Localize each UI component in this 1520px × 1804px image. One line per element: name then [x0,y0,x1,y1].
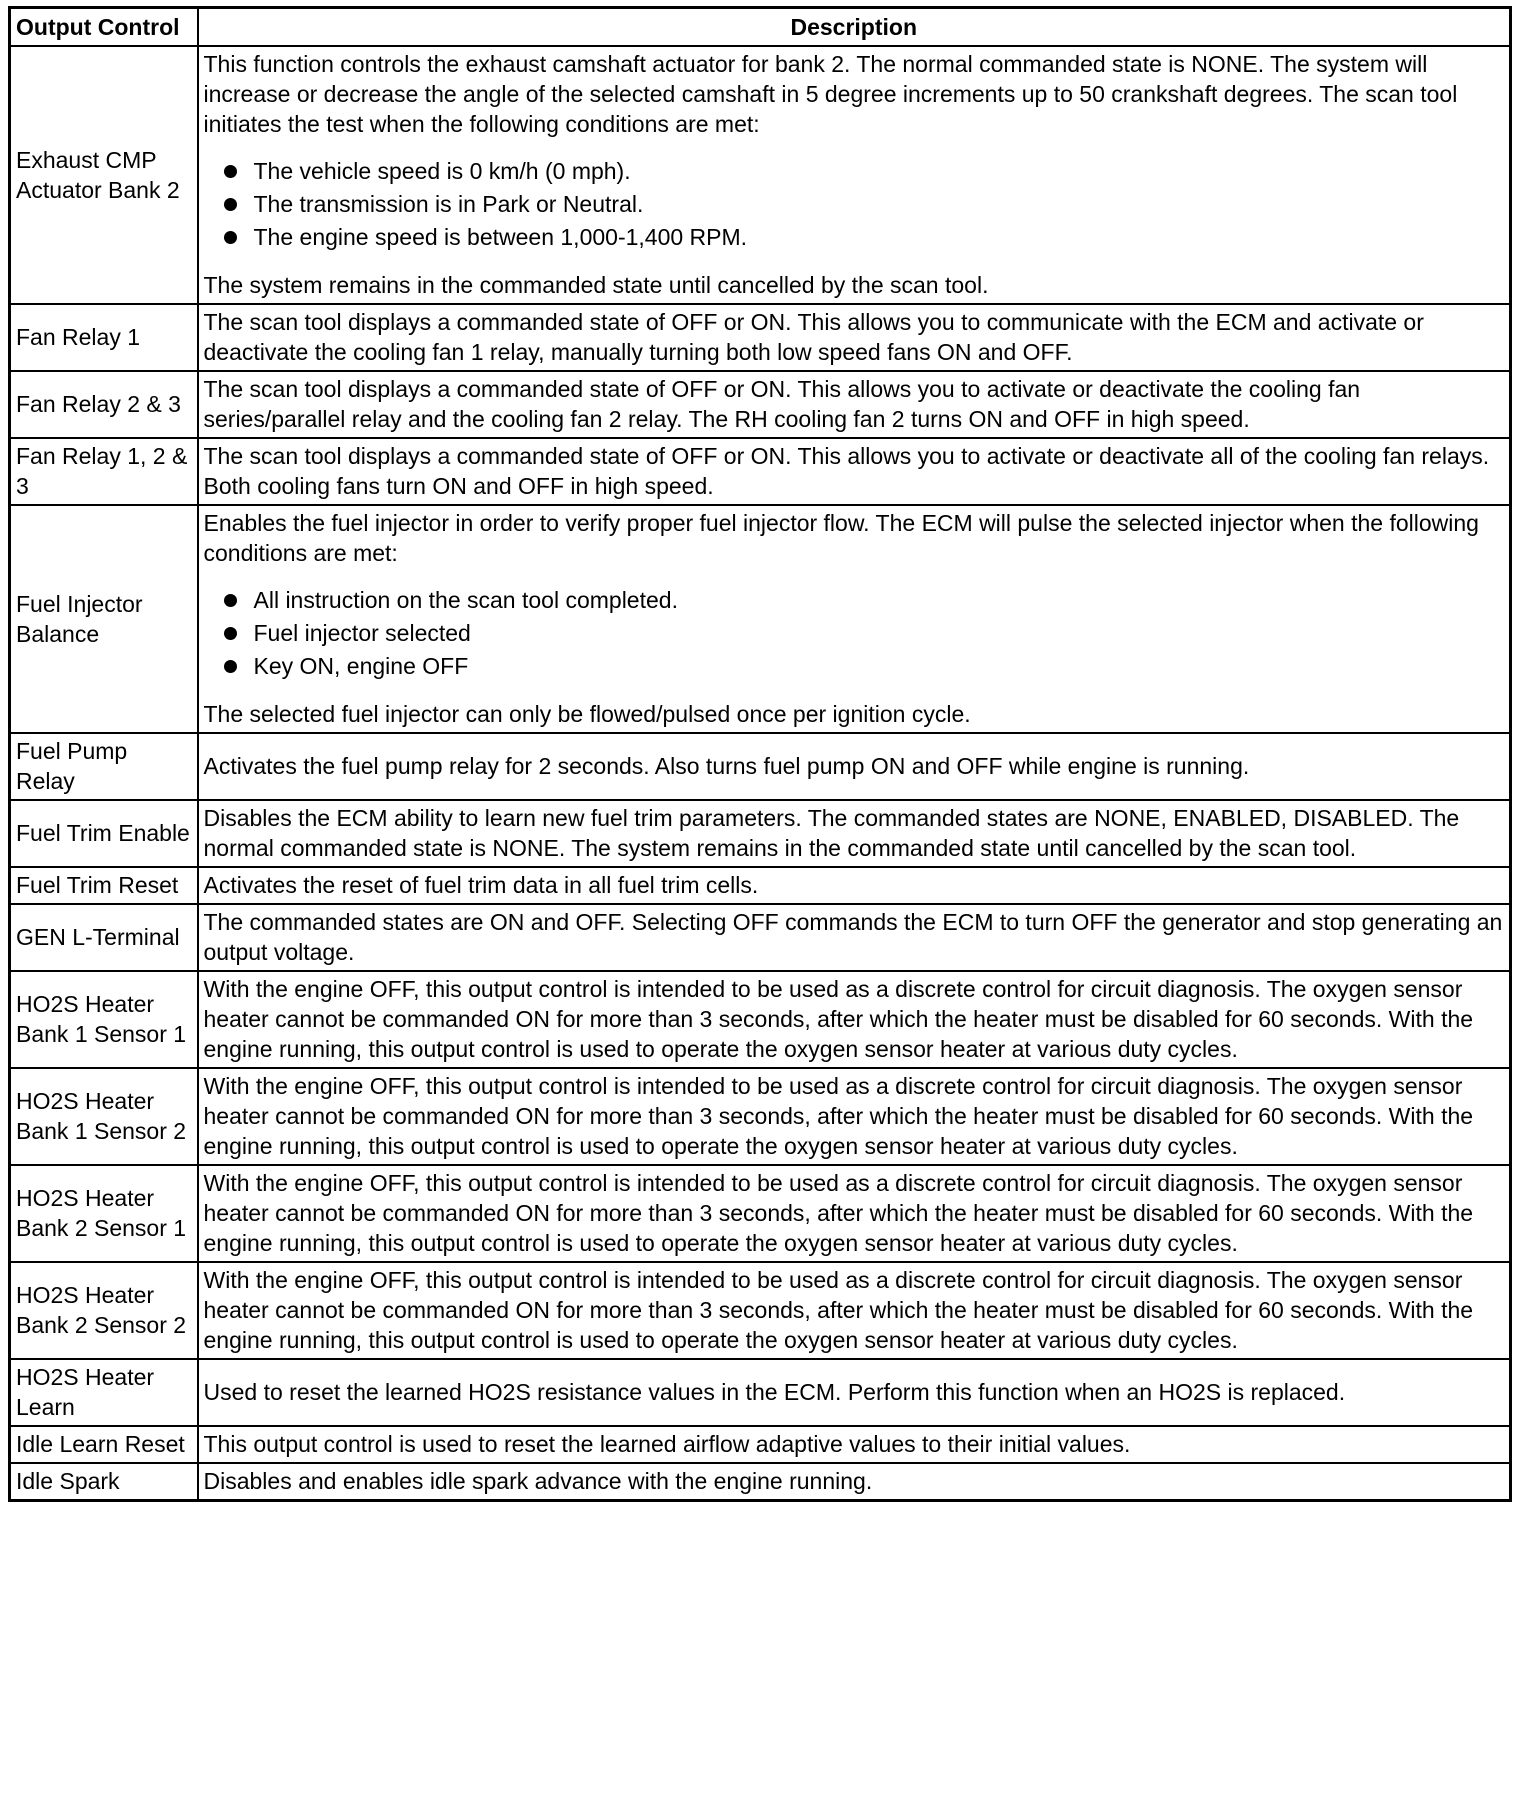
output-control-name: Fan Relay 1, 2 & 3 [10,438,198,505]
table-row [10,371,1511,438]
header-row [10,8,1511,47]
output-control-name: Idle Spark [10,1463,198,1501]
output-control-name: Fan Relay 2 & 3 [10,371,198,438]
list-item [204,650,1505,683]
output-control-name: Fuel Trim Reset [10,867,198,904]
output-control-name: Fuel Pump Relay [10,733,198,800]
list-item [204,221,1505,254]
column-header-output-control: Output Control [10,8,198,47]
bullet-icon [224,198,237,211]
table-row [10,904,1511,971]
description-cell: Disables the ECM ability to learn new fuel trim parameters. The commanded states are NONE, ENABLED, DISABLED. The normal commanded state is NONE. The system remains in the commanded state until cancelled by the scan tool. [198,800,1511,867]
description-cell: With the engine OFF, this output control is intended to be used as a discrete control for circuit diagnosis. The oxygen sensor heater cannot be commanded ON for more than 3 seconds, after which the heater must be disabled for 60 seconds. With the engine running, this output control is used to operate the oxygen sensor heater at various duty cycles. [198,1068,1511,1165]
output-control-name: Exhaust CMP Actuator Bank 2 [10,46,198,304]
description-cell: Activates the fuel pump relay for 2 seconds. Also turns fuel pump ON and OFF while engine is running. [198,733,1511,800]
table-row [10,1262,1511,1359]
list-item [204,617,1505,650]
description-cell: With the engine OFF, this output control is intended to be used as a discrete control for circuit diagnosis. The oxygen sensor heater cannot be commanded ON for more than 3 seconds, after which the heater must be disabled for 60 seconds. With the engine running, this output control is used to operate the oxygen sensor heater at various duty cycles. [198,1262,1511,1359]
description-cell: Used to reset the learned HO2S resistance values in the ECM. Perform this function when an HO2S is replaced. [198,1359,1511,1426]
description-outro: The selected fuel injector can only be flowed/pulsed once per ignition cycle. [203,701,971,727]
table-row [10,971,1511,1068]
output-control-name: Fuel Injector Balance [10,505,198,733]
list-item-text: The engine speed is between 1,000-1,400 RPM. [253,224,748,250]
output-control-name: Fan Relay 1 [10,304,198,371]
document-page [8,6,1509,1502]
list-item-text: The vehicle speed is 0 km/h (0 mph). [253,158,631,184]
table-row [10,800,1511,867]
table-row [10,438,1511,505]
description-cell [198,46,1511,304]
description-cell: Activates the reset of fuel trim data in all fuel trim cells. [198,867,1511,904]
list-item-text: The transmission is in Park or Neutral. [253,191,644,217]
table-row [10,1359,1511,1426]
list-item [204,188,1505,221]
output-control-name: HO2S Heater Bank 2 Sensor 2 [10,1262,198,1359]
output-control-name: GEN L-Terminal [10,904,198,971]
description-cell: With the engine OFF, this output control is intended to be used as a discrete control for circuit diagnosis. The oxygen sensor heater cannot be commanded ON for more than 3 seconds, after which the heater must be disabled for 60 seconds. With the engine running, this output control is used to operate the oxygen sensor heater at various duty cycles. [198,1165,1511,1262]
condition-list [204,584,1505,683]
table-row [10,1426,1511,1463]
output-control-name: HO2S Heater Bank 1 Sensor 1 [10,971,198,1068]
bullet-icon [224,627,237,640]
table-row [10,46,1511,304]
bullet-icon [224,594,237,607]
description-cell: The commanded states are ON and OFF. Selecting OFF commands the ECM to turn OFF the generator and stop generating an output voltage. [198,904,1511,971]
bullet-icon [224,231,237,244]
output-control-name: HO2S Heater Learn [10,1359,198,1426]
list-item-text: Fuel injector selected [253,620,471,646]
table-row [10,304,1511,371]
condition-list [204,155,1505,254]
output-control-name: Fuel Trim Enable [10,800,198,867]
bullet-icon [224,165,237,178]
output-control-name: HO2S Heater Bank 1 Sensor 2 [10,1068,198,1165]
description-intro: This function controls the exhaust camshaft actuator for bank 2. The normal commanded state is NONE. The system will increase or decrease the angle of the selected camshaft in 5 degree increments up to 50 crankshaft degrees. The scan tool initiates the test when the following conditions are met: [203,51,1458,137]
table-header [10,8,1511,47]
description-cell: The scan tool displays a commanded state of OFF or ON. This allows you to activate or deactivate all of the cooling fan relays. Both cooling fans turn ON and OFF in high speed. [198,438,1511,505]
table-row [10,867,1511,904]
table-row [10,1068,1511,1165]
description-cell [198,505,1511,733]
output-control-name: Idle Learn Reset [10,1426,198,1463]
table-row [10,1463,1511,1501]
list-item-text: Key ON, engine OFF [253,653,469,679]
bullet-icon [224,660,237,673]
output-control-name: HO2S Heater Bank 2 Sensor 1 [10,1165,198,1262]
description-cell: The scan tool displays a commanded state of OFF or ON. This allows you to activate or deactivate the cooling fan series/parallel relay and the cooling fan 2 relay. The RH cooling fan 2 turns ON and OFF in high speed. [198,371,1511,438]
table-row [10,733,1511,800]
description-intro: Enables the fuel injector in order to verify proper fuel injector flow. The ECM will pulse the selected injector when the following conditions are met: [203,510,1479,566]
description-outro: The system remains in the commanded state until cancelled by the scan tool. [203,272,989,298]
table-body [10,46,1511,1501]
list-item [204,155,1505,188]
description-cell: With the engine OFF, this output control is intended to be used as a discrete control for circuit diagnosis. The oxygen sensor heater cannot be commanded ON for more than 3 seconds, after which the heater must be disabled for 60 seconds. With the engine running, this output control is used to operate the oxygen sensor heater at various duty cycles. [198,971,1511,1068]
table-row [10,1165,1511,1262]
column-header-description: Description [198,8,1511,47]
description-cell: The scan tool displays a commanded state of OFF or ON. This allows you to communicate with the ECM and activate or deactivate the cooling fan 1 relay, manually turning both low speed fans ON and OFF. [198,304,1511,371]
list-item [204,584,1505,617]
output-control-table [8,6,1512,1502]
table-row [10,505,1511,733]
description-cell: This output control is used to reset the learned airflow adaptive values to their initial values. [198,1426,1511,1463]
list-item-text: All instruction on the scan tool completed. [253,587,678,613]
description-cell: Disables and enables idle spark advance with the engine running. [198,1463,1511,1501]
